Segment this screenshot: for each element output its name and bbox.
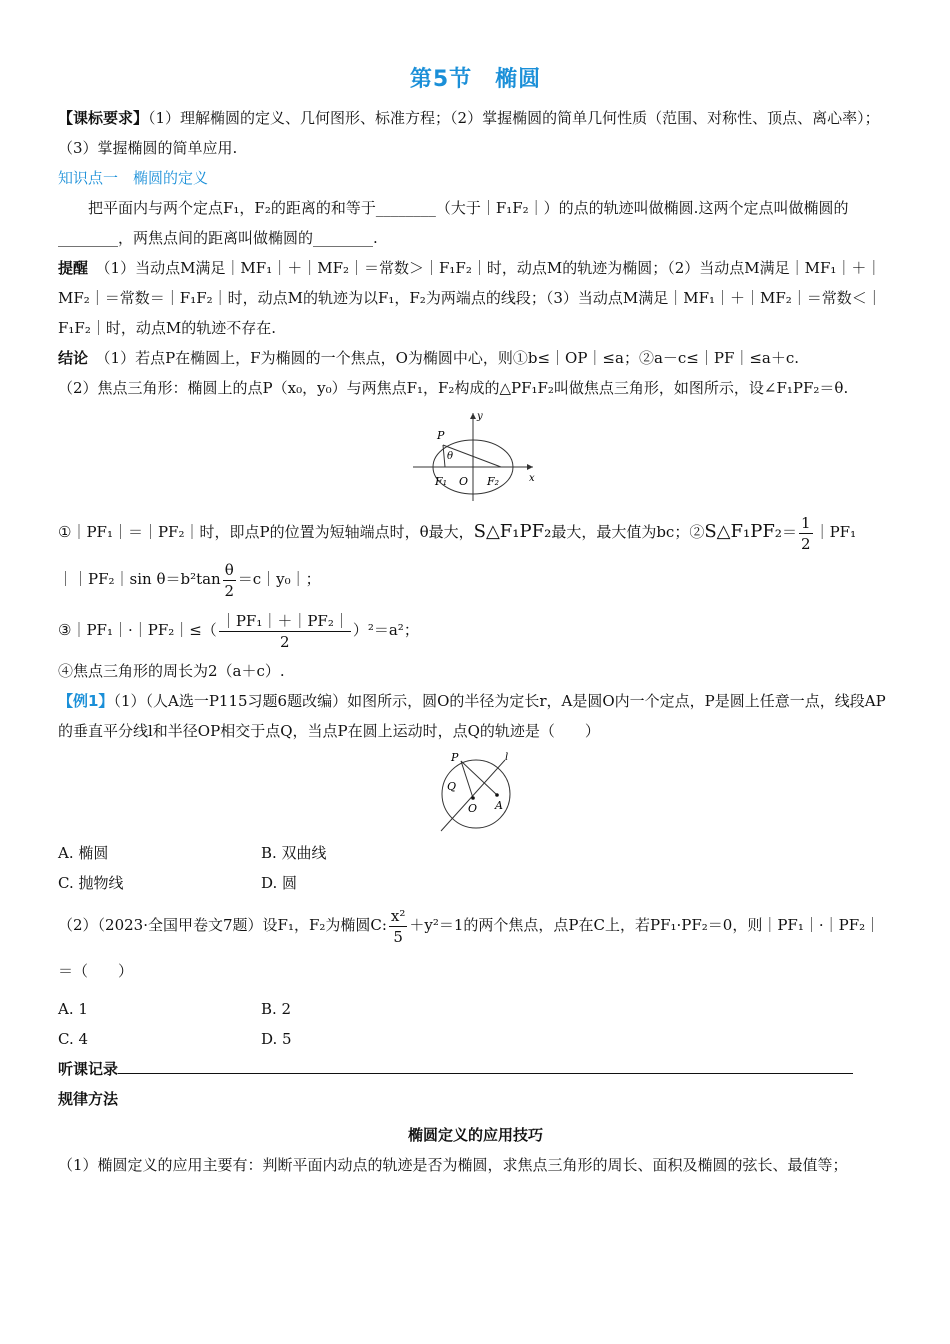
label-x: x — [528, 473, 535, 484]
option-d[interactable]: D. 圆 — [261, 874, 298, 892]
q2-text-a: （2）（2023·全国甲卷文7题）设F₁，F₂为椭圆C: — [58, 916, 387, 934]
label-l: l — [504, 752, 508, 763]
option2-c[interactable]: C. 4 — [58, 1030, 89, 1048]
requirement-label: 【课标要求】 — [58, 109, 149, 127]
example-1-part-2 — [58, 902, 893, 994]
fact-2 — [58, 554, 893, 604]
ellipse-diagram — [411, 409, 541, 504]
fact-1 — [58, 510, 893, 554]
fact-4: ④焦点三角形的周长为2（a＋c）. — [58, 662, 285, 680]
conclusion-paragraph — [58, 343, 893, 373]
area-symbol-2: S△F₁PF₂ — [704, 521, 783, 542]
fraction-sum — [219, 611, 351, 652]
label-p: P — [436, 429, 444, 442]
sum-denominator: 2 — [280, 632, 290, 651]
label-a: A — [494, 799, 503, 812]
theta-denominator: 2 — [224, 581, 234, 600]
label-f1: F₁ — [434, 475, 447, 488]
fact-1b: 最大，最大值为bc；② — [551, 523, 705, 541]
fact-1a: ①｜PF₁｜＝｜PF₂｜时，即点P的位置为短轴端点时，θ最大， — [58, 523, 474, 541]
method-label: 规律方法 — [58, 1090, 119, 1108]
option2-a[interactable]: A. 1 — [58, 1000, 88, 1018]
fact-1d: ｜PF₁ — [814, 523, 857, 541]
theta-numerator: θ — [224, 560, 234, 579]
definition-paragraph: 把平面内与两个定点F₁，F₂的距离的和等于________（大于｜F₁F₂｜）的点的轨迹叫做椭圆.这两个定点叫做椭圆的________，两焦点间的距离叫做椭圆的________. — [58, 199, 849, 247]
half-denominator: 2 — [801, 534, 811, 553]
method-title: 椭圆定义的应用技巧 — [407, 1126, 543, 1144]
fact-1c: ＝ — [782, 523, 798, 541]
q2-text-b: ＋y²＝1的两个焦点，点P在C上，若PF₁·PF₂＝0，则｜PF₁｜·｜PF₂｜＝（ ） — [58, 916, 881, 980]
fraction-theta — [223, 560, 236, 601]
fact-3a: ③｜PF₁｜·｜PF₂｜≤（ — [58, 621, 217, 639]
option-b[interactable]: B. 双曲线 — [261, 844, 327, 862]
fact-2b: ＝c｜y₀｜； — [237, 570, 321, 588]
tip-label: 提醒 — [58, 259, 89, 277]
label-o: O — [458, 475, 468, 488]
fact-3 — [58, 604, 893, 656]
fact-2a: ｜｜PF₂｜sin θ＝b²tan — [58, 570, 221, 588]
fraction-half — [799, 513, 813, 554]
tip-text: （1）当动点M满足｜MF₁｜＋｜MF₂｜＝常数＞｜F₁F₂｜时，动点M的轨迹为椭圆；（2）当动点M满足｜MF₁｜＋｜MF₂｜＝常数＝｜F₁F₂｜时，动点M的轨迹为以F₁，F₂为两端点的线段；（3）当动点M满足｜MF₁｜＋｜MF₂｜＝常数＜｜F₁F₂｜时，动点M的轨迹不存在. — [58, 259, 882, 337]
example-label: 【例1】 — [58, 692, 114, 710]
page-title: 第5节 椭圆 — [409, 67, 542, 92]
example-1 — [58, 686, 893, 746]
document-page — [58, 62, 893, 1180]
section-heading: 知识点一 椭圆的定义 — [58, 169, 209, 187]
circle-figure — [58, 752, 893, 832]
sum-numerator: ｜PF₁｜＋｜PF₂｜ — [220, 611, 349, 630]
label-p2: P — [450, 752, 458, 764]
example-text: （1）（人A选一P115习题6题改编）如图所示，圆O的半径为定长r，A是圆O内一个定点，P是圆上任意一点，线段AP的垂直平分线l和半径OP相交于点Q，当点P在圆上运动时，点Q的轨迹是（ ） — [58, 692, 886, 740]
circle-diagram — [431, 752, 521, 832]
x2-numerator: x² — [390, 906, 406, 925]
fraction-x2-5 — [389, 906, 407, 947]
notes-label: 听课记录 — [58, 1060, 119, 1078]
ellipse-figure — [58, 409, 893, 504]
options-1 — [58, 838, 893, 898]
label-o2: O — [467, 802, 477, 815]
conclusion-paragraph-2: （2）焦点三角形：椭圆上的点P（x₀，y₀）与两焦点F₁，F₂构成的△PF₁F₂叫做焦点三角形，如图所示，设∠F₁PF₂＝θ. — [58, 379, 849, 397]
label-q: Q — [446, 780, 456, 793]
requirement-paragraph — [58, 103, 893, 163]
conclusion-label: 结论 — [58, 349, 89, 367]
option2-b[interactable]: B. 2 — [261, 1000, 292, 1018]
option-a[interactable]: A. 椭圆 — [58, 844, 109, 862]
method-text: （1）椭圆定义的应用主要有：判断平面内动点的轨迹是否为椭圆，求焦点三角形的周长、面积及椭圆的弦长、最值等； — [58, 1156, 848, 1174]
fact-3b: ）²＝a²； — [352, 621, 419, 639]
label-theta: θ — [446, 451, 453, 462]
half-numerator: 1 — [801, 513, 811, 532]
option2-d[interactable]: D. 5 — [261, 1030, 292, 1048]
notes-underline — [118, 1073, 853, 1074]
notes-line — [58, 1054, 893, 1084]
requirement-text: （1）理解椭圆的定义、几何图形、标准方程；（2）掌握椭圆的简单几何性质（范围、对称性、顶点、离心率）；（3）掌握椭圆的简单应用. — [58, 109, 880, 157]
option-c[interactable]: C. 抛物线 — [58, 874, 124, 892]
x2-denominator: 5 — [393, 927, 403, 946]
options-2 — [58, 994, 893, 1054]
label-f2: F₂ — [486, 475, 499, 488]
area-symbol: S△F₁PF₂ — [473, 521, 552, 542]
tip-paragraph — [58, 253, 893, 343]
conclusion-text-1: （1）若点P在椭圆上，F为椭圆的一个焦点，O为椭圆中心，则①b≤｜OP｜≤a；②a－c≤｜PF｜≤a＋c. — [103, 349, 800, 367]
label-y: y — [476, 411, 483, 422]
